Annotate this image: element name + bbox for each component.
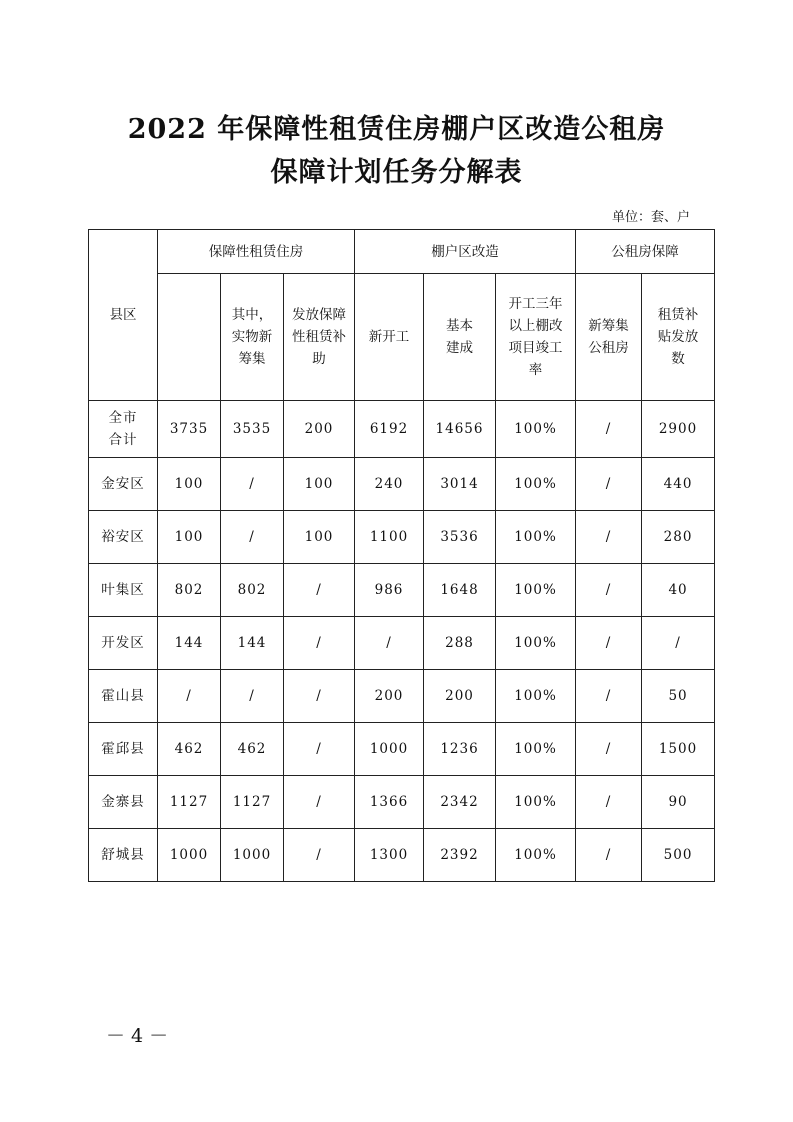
cell-basic-completion: 3536 (424, 511, 496, 564)
table-row (89, 511, 715, 564)
cell-new-public-rental: / (576, 829, 642, 882)
cell-completion-rate: 100% (496, 511, 576, 564)
cell-rental-new-raised: 1000 (221, 829, 284, 882)
header-group-rental-housing: 保障性租赁住房 (158, 230, 355, 274)
cell-rent-subsidy-count: 280 (642, 511, 715, 564)
cell-rental-total: 3735 (158, 401, 221, 458)
header-new-start: 新开工 (355, 274, 424, 401)
header-rental-subsidy: 发放保障性租赁补助 (284, 274, 355, 401)
header-rental-new-raised: 其中，实物新筹集 (221, 274, 284, 401)
row-county-name: 金寨县 (89, 776, 158, 829)
cell-completion-rate: 100% (496, 723, 576, 776)
cell-rental-subsidy: / (284, 829, 355, 882)
cell-completion-rate: 100% (496, 776, 576, 829)
table-row (89, 458, 715, 511)
cell-rent-subsidy-count: / (642, 617, 715, 670)
header-county: 县区 (89, 230, 158, 401)
cell-rental-total: / (158, 670, 221, 723)
cell-rent-subsidy-count: 90 (642, 776, 715, 829)
header-group-public-rental: 公租房保障 (576, 230, 715, 274)
header-completion-rate: 开工三年以上棚改项目竣工率 (496, 274, 576, 401)
cell-basic-completion: 3014 (424, 458, 496, 511)
cell-completion-rate: 100% (496, 829, 576, 882)
cell-rental-subsidy: / (284, 723, 355, 776)
table-row (89, 564, 715, 617)
cell-new-start: 1100 (355, 511, 424, 564)
cell-basic-completion: 200 (424, 670, 496, 723)
unit-label: 单位：套、户 (612, 210, 691, 225)
cell-new-start: 1300 (355, 829, 424, 882)
cell-new-public-rental: / (576, 511, 642, 564)
cell-rental-new-raised: 3535 (221, 401, 284, 458)
header-basic-completion: 基本建成 (424, 274, 496, 401)
cell-rental-subsidy: 200 (284, 401, 355, 458)
cell-new-public-rental: / (576, 617, 642, 670)
cell-rental-total: 1000 (158, 829, 221, 882)
row-county-name: 霍邱县 (89, 723, 158, 776)
cell-rent-subsidy-count: 1500 (642, 723, 715, 776)
cell-new-public-rental: / (576, 401, 642, 458)
cell-completion-rate: 100% (496, 617, 576, 670)
cell-new-start: 1366 (355, 776, 424, 829)
cell-rent-subsidy-count: 500 (642, 829, 715, 882)
cell-rental-total: 100 (158, 458, 221, 511)
cell-new-start: 240 (355, 458, 424, 511)
cell-rental-total: 1127 (158, 776, 221, 829)
table-row (89, 776, 715, 829)
cell-rental-subsidy: / (284, 564, 355, 617)
cell-completion-rate: 100% (496, 670, 576, 723)
cell-new-start: 6192 (355, 401, 424, 458)
cell-new-start: 200 (355, 670, 424, 723)
cell-new-public-rental: / (576, 723, 642, 776)
cell-rental-new-raised: / (221, 670, 284, 723)
header-row-groups (89, 230, 715, 274)
cell-rental-total: 100 (158, 511, 221, 564)
table-row (89, 617, 715, 670)
cell-rental-subsidy: / (284, 670, 355, 723)
table-row (89, 723, 715, 776)
cell-completion-rate: 100% (496, 458, 576, 511)
cell-rental-subsidy: 100 (284, 458, 355, 511)
cell-rental-total: 144 (158, 617, 221, 670)
header-new-public-rental: 新筹集公租房 (576, 274, 642, 401)
cell-new-start: 1000 (355, 723, 424, 776)
cell-rent-subsidy-count: 50 (642, 670, 715, 723)
cell-basic-completion: 2392 (424, 829, 496, 882)
cell-rental-new-raised: 144 (221, 617, 284, 670)
cell-completion-rate: 100% (496, 564, 576, 617)
header-row-subcolumns (89, 274, 715, 401)
row-county-name: 舒城县 (89, 829, 158, 882)
cell-rental-new-raised: 1127 (221, 776, 284, 829)
cell-basic-completion: 2342 (424, 776, 496, 829)
cell-rental-total: 462 (158, 723, 221, 776)
table-row (89, 829, 715, 882)
cell-rental-new-raised: 802 (221, 564, 284, 617)
cell-rental-subsidy: / (284, 776, 355, 829)
row-county-name: 叶集区 (89, 564, 158, 617)
row-county-name: 金安区 (89, 458, 158, 511)
row-county-name: 裕安区 (89, 511, 158, 564)
plan-table (88, 229, 715, 882)
cell-new-start: / (355, 617, 424, 670)
cell-rental-total: 802 (158, 564, 221, 617)
header-rental-total (158, 274, 221, 401)
cell-basic-completion: 288 (424, 617, 496, 670)
table-row (89, 401, 715, 458)
cell-rent-subsidy-count: 440 (642, 458, 715, 511)
cell-rental-new-raised: 462 (221, 723, 284, 776)
cell-rental-new-raised: / (221, 458, 284, 511)
row-county-name: 开发区 (89, 617, 158, 670)
row-county-name: 霍山县 (89, 670, 158, 723)
cell-rental-new-raised: / (221, 511, 284, 564)
table-row (89, 670, 715, 723)
cell-new-public-rental: / (576, 776, 642, 829)
cell-new-start: 986 (355, 564, 424, 617)
cell-basic-completion: 1236 (424, 723, 496, 776)
row-county-name: 全市合计 (89, 401, 158, 458)
document-title-line1: 2022 年保障性租赁住房棚户区改造公租房 (127, 114, 666, 145)
cell-rent-subsidy-count: 40 (642, 564, 715, 617)
cell-new-public-rental: / (576, 670, 642, 723)
page-number: － 4 － (106, 1025, 169, 1047)
cell-rent-subsidy-count: 2900 (642, 401, 715, 458)
cell-basic-completion: 14656 (424, 401, 496, 458)
header-group-shantytown: 棚户区改造 (355, 230, 576, 274)
cell-rental-subsidy: / (284, 617, 355, 670)
header-rent-subsidy-count: 租赁补贴发放数 (642, 274, 715, 401)
cell-completion-rate: 100% (496, 401, 576, 458)
cell-rental-subsidy: 100 (284, 511, 355, 564)
cell-new-public-rental: / (576, 564, 642, 617)
document-title-line2: 保障计划任务分解表 (270, 157, 523, 188)
cell-basic-completion: 1648 (424, 564, 496, 617)
cell-new-public-rental: / (576, 458, 642, 511)
